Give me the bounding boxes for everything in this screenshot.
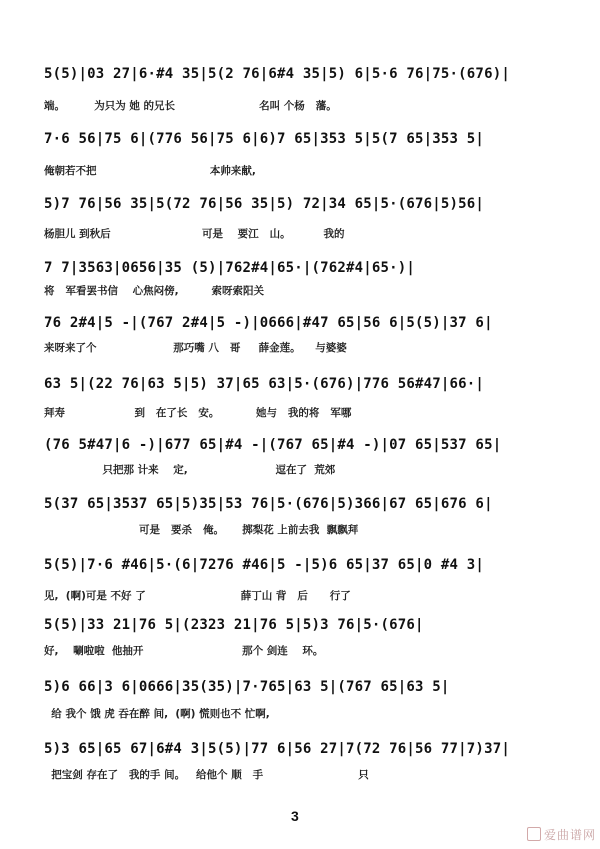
page-number: 3 xyxy=(291,808,299,824)
lyrics-line-6: 拜寿 到 在了长 安。 她与 我的将 军哪 xyxy=(44,407,352,419)
watermark-logo-icon xyxy=(527,827,541,841)
lyrics-line-4: 将 军看罢书信 心焦闷傍, 索呀索阳关 xyxy=(44,285,264,297)
notation-line-7: (76 5#47|6 -)|677 65|#4 -|(767 65|#4 -)|07 65|537 65| xyxy=(44,437,502,453)
notation-line-9: 5(5)|7·6 #46|5·(6|7276 #46|5 -|5)6 65|37 65|0 #4 3| xyxy=(44,557,485,573)
notation-line-4: 7 7|3563|0656|35 (5)|762#4|65·|(762#4|65·)| xyxy=(44,260,416,276)
notation-line-8: 5(37 65|3537 65|5)35|53 76|5·(676|5)366|67 65|676 6| xyxy=(44,496,493,512)
notation-line-6: 63 5|(22 76|63 5|5) 37|65 63|5·(676)|776 56#47|66·| xyxy=(44,376,485,392)
lyrics-line-10: 好, 唰啦啦 他抽开 那个 剑连 环。 xyxy=(44,645,324,657)
notation-line-1: 5(5)|03 27|6·#4 35|5(2 76|6#4 35|5) 6|5·6 76|75·(676)| xyxy=(44,66,510,82)
watermark-text: 爱曲谱网 xyxy=(543,828,596,842)
lyrics-line-7: 只把那 计来 定, 逗在了 荒郊 xyxy=(44,464,336,476)
lyrics-line-1: 端。 为只为 她 的兄长 名叫 个杨 藩。 xyxy=(44,100,337,112)
notation-line-10: 5(5)|33 21|76 5|(2323 21|76 5|5)3 76|5·(676| xyxy=(44,617,424,633)
lyrics-line-9: 见, (啊)可是 不好 了 薛丁山 背 后 行了 xyxy=(44,590,351,602)
notation-line-12: 5)3 65|65 67|6#4 3|5(5)|77 6|56 27|7(72 76|56 77|7)37| xyxy=(44,741,510,757)
lyrics-line-3: 杨胆儿 到秋后 可是 要江 山。 我的 xyxy=(44,228,345,240)
notation-line-2: 7·6 56|75 6|(776 56|75 6|6)7 65|353 5|5(7 65|353 5| xyxy=(44,131,485,147)
lyrics-line-5: 来呀来了个 那巧嘴 八 哥 薛金莲。 与婆婆 xyxy=(44,342,347,354)
lyrics-line-2: 俺朝若不把 本帅来献, xyxy=(44,165,256,177)
lyrics-line-11: 给 我个 饿 虎 吞在醉 间, (啊) 慌则也不 忙啊, xyxy=(44,708,270,720)
notation-line-5: 76 2#4|5 -|(767 2#4|5 -)|0666|#47 65|56 6|5(5)|37 6| xyxy=(44,315,493,331)
lyrics-line-12: 把宝剑 存在了 我的手 间。 给他个 顺 手 只 xyxy=(44,769,369,781)
notation-line-3: 5)7 76|56 35|5(72 76|56 35|5) 72|34 65|5·(676|5)56| xyxy=(44,196,485,212)
lyrics-line-8: 可是 要杀 俺。 掷梨花 上前去我 飘飘拜 xyxy=(44,524,359,536)
site-watermark xyxy=(527,826,596,843)
notation-line-11: 5)6 66|3 6|0666|35(35)|7·765|63 5|(767 65|63 5| xyxy=(44,679,450,695)
